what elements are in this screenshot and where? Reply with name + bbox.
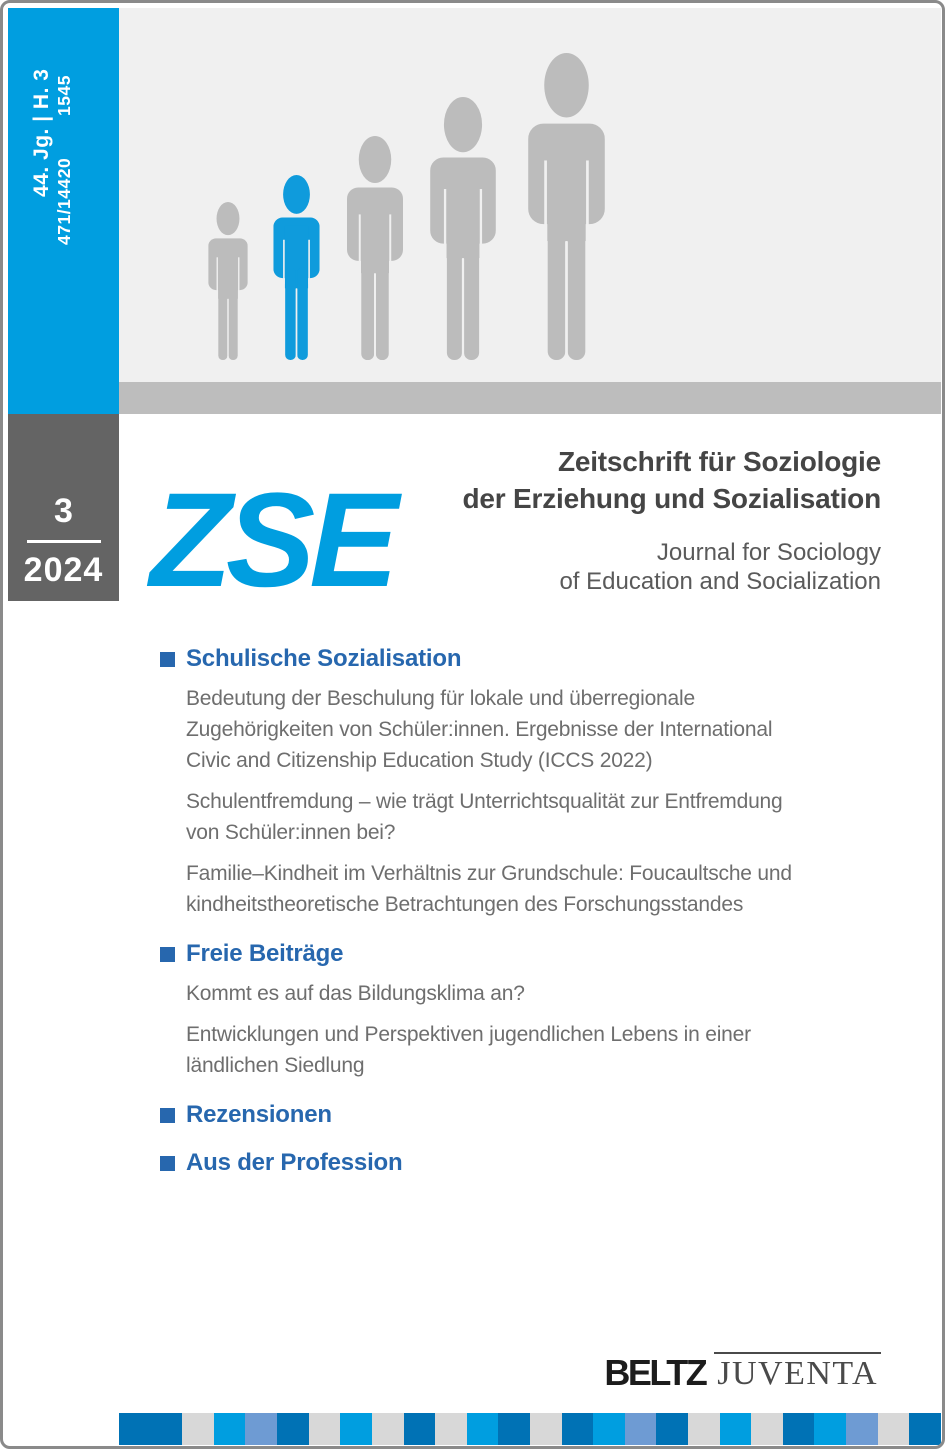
strip-block: [182, 1413, 214, 1445]
section-bullet-icon: [160, 1108, 175, 1123]
strip-block: [245, 1413, 277, 1445]
section-heading-label: Freie Beiträge: [186, 940, 344, 967]
toc-section: [160, 1101, 890, 1129]
strip-block: [878, 1413, 910, 1445]
strip-block: [720, 1413, 752, 1445]
strip-block: [814, 1413, 846, 1445]
section-heading: [160, 940, 890, 968]
issue-number: 3: [54, 492, 73, 530]
zse-logo: ZSE: [150, 466, 393, 615]
bottom-color-strip: [119, 1413, 941, 1445]
article-title: Familie–Kindheit im Verhältnis zur Grundschule: Foucaultsche und kindheitstheoretische Betrachtungen des Forschungsstandes: [186, 862, 792, 916]
issue-divider: [27, 540, 101, 543]
table-of-contents: [160, 645, 890, 1177]
section-heading: [160, 645, 890, 673]
person-figure: [347, 131, 403, 360]
masthead: [462, 443, 881, 596]
section-bullet-icon: [160, 947, 175, 962]
person-figure: [528, 53, 605, 360]
journal-subtitle-line1: Journal for Sociology: [656, 539, 881, 566]
article-title: Schulentfremdung – wie trägt Unterrichtsqualität zur Entfremdung von Schüler:innen bei?: [186, 790, 783, 844]
strip-block: [656, 1413, 688, 1445]
toc-section: [160, 940, 890, 1081]
journal-title-line2: der Erziehung und Sozialisation: [462, 483, 881, 514]
spine-volume-label: 44. Jg. | H. 3: [30, 68, 53, 197]
issue-year: 2024: [23, 551, 104, 589]
article-title: Kommt es auf das Bildungsklima an?: [186, 982, 525, 1005]
strip-block: [562, 1413, 594, 1445]
strip-block: [593, 1413, 625, 1445]
strip-block: [498, 1413, 530, 1445]
publisher-logo: [604, 1352, 881, 1391]
strip-block: [404, 1413, 436, 1445]
strip-block: [309, 1413, 341, 1445]
spine-stripe: [8, 8, 119, 414]
section-heading: [160, 1101, 890, 1129]
spine-code-right: 1545: [54, 75, 74, 117]
strip-block: [214, 1413, 246, 1445]
strip-block: [372, 1413, 404, 1445]
toc-section: [160, 1149, 890, 1177]
person-figure-highlighted: [273, 175, 320, 360]
section-bullet-icon: [160, 652, 175, 667]
strip-block: [435, 1413, 467, 1445]
strip-block: [846, 1413, 878, 1445]
person-figure: [430, 97, 496, 360]
juventa-wordmark: JUVENTA: [714, 1352, 881, 1391]
strip-block: [909, 1413, 941, 1445]
strip-block: [688, 1413, 720, 1445]
person-figure: [208, 202, 248, 360]
section-heading-label: Aus der Profession: [186, 1149, 403, 1176]
strip-block: [783, 1413, 815, 1445]
journal-subtitle-line2: of Education and Socialization: [559, 568, 881, 595]
article-title: Entwicklungen und Perspektiven jugendlichen Lebens in einer ländlichen Siedlung: [186, 1023, 751, 1077]
strip-block: [119, 1413, 182, 1445]
article-title: Bedeutung der Beschulung für lokale und überregionale Zugehörigkeiten von Schüler:innen. Ergebnisse der International Civic and Citizenship Education Study (ICCS 2022): [186, 687, 773, 772]
strip-block: [277, 1413, 309, 1445]
ground-bar: [119, 382, 941, 414]
beltz-wordmark: BELTZ: [604, 1352, 706, 1393]
strip-block: [467, 1413, 499, 1445]
toc-section: [160, 645, 890, 920]
issue-box: [8, 414, 119, 601]
spine-code-left: 471/14420: [54, 157, 74, 245]
journal-title-line1: Zeitschrift für Soziologie: [557, 446, 881, 477]
strip-block: [751, 1413, 783, 1445]
strip-block: [625, 1413, 657, 1445]
section-heading: [160, 1149, 890, 1177]
section-heading-label: Schulische Sozialisation: [186, 645, 462, 672]
section-bullet-icon: [160, 1156, 175, 1171]
strip-block: [530, 1413, 562, 1445]
spine-code-label: [54, 47, 76, 245]
section-heading-label: Rezensionen: [186, 1101, 332, 1128]
strip-block: [340, 1413, 372, 1445]
